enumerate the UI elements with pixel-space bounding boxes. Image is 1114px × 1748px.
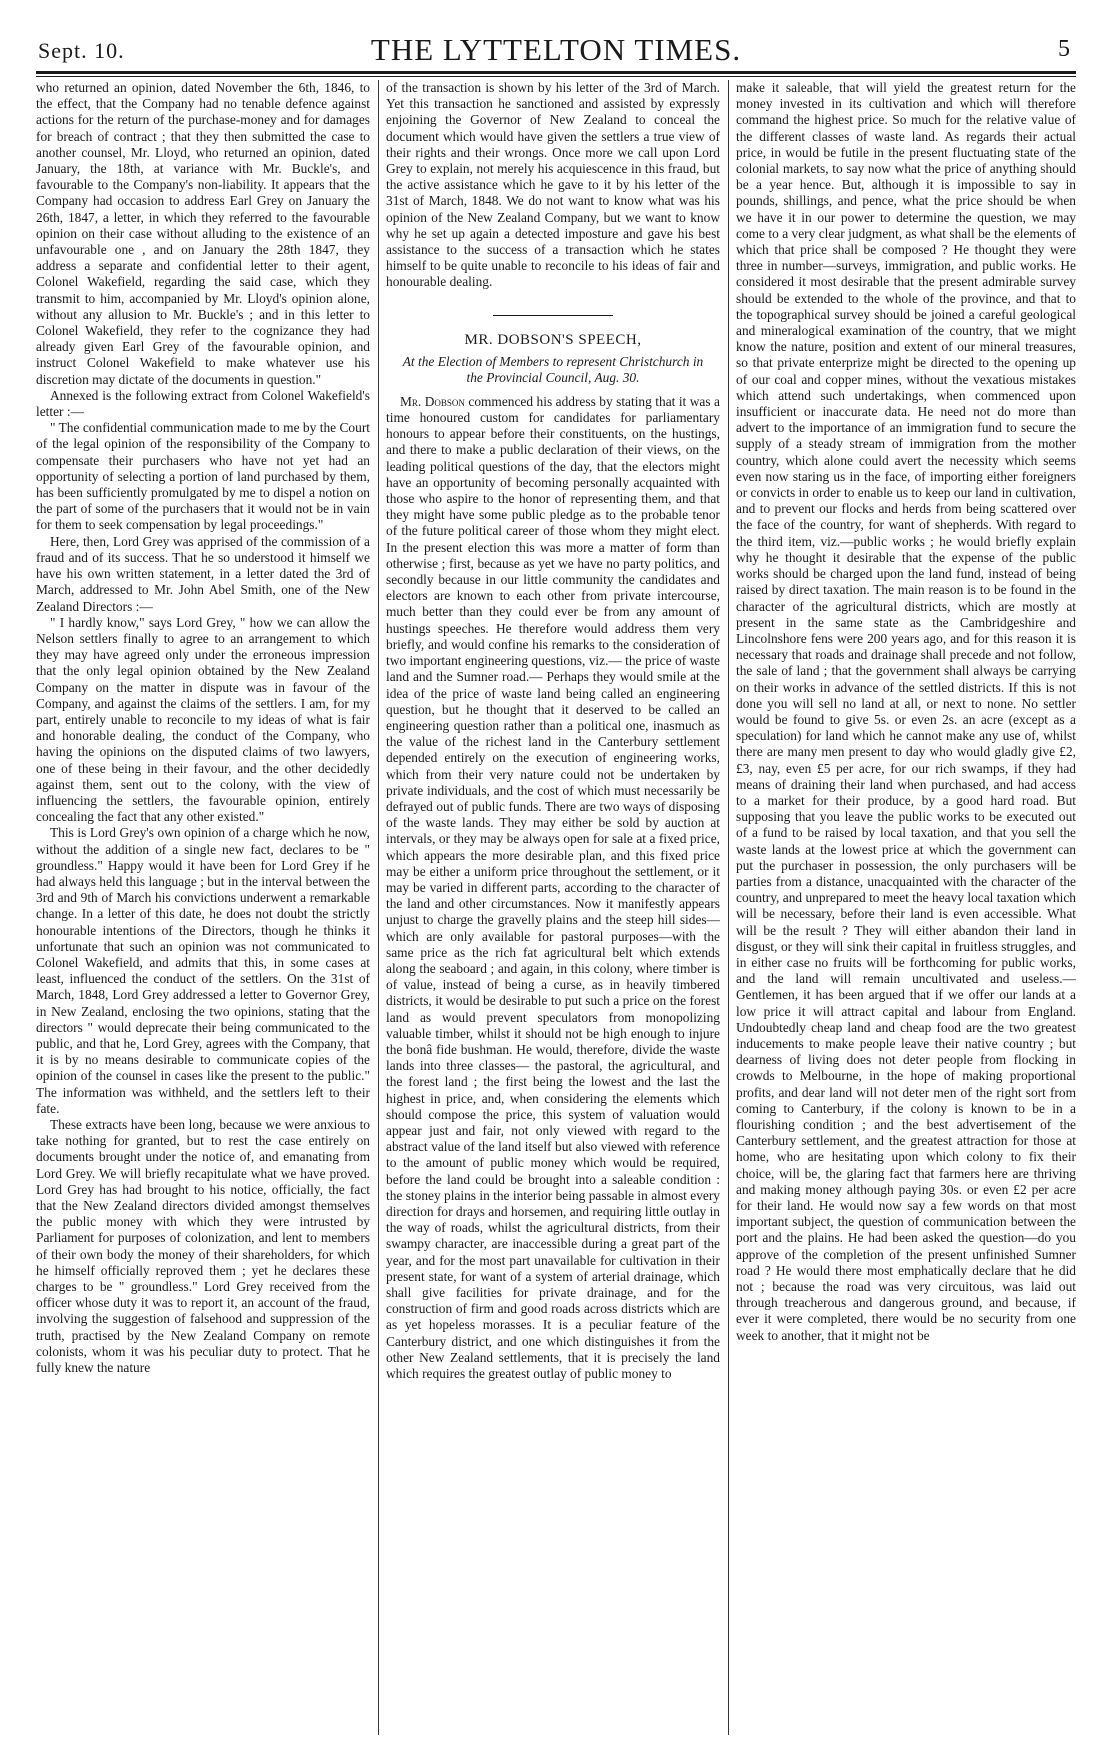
speech-heading: MR. DOBSON'S SPEECH, bbox=[464, 331, 642, 348]
masthead-rule-thick bbox=[36, 71, 1076, 74]
column-2 bbox=[386, 80, 720, 1735]
speech-subheading: At the Election of Members to represent Christchurch in the Provincial Council, Aug. 30. bbox=[402, 353, 704, 385]
speech-lead: Mr. Dobson bbox=[400, 393, 465, 409]
column-divider-1 bbox=[378, 80, 379, 1735]
paragraph: " The confidential communication made to me by the Court of the legal opinion of the responsibility of the Company to compensate their purchasers who have not yet had an opportunity of selecting a portion of land purchased by them, has been sufficiently promulgated by me to dispel a notion on the part of some of the purchasers that it would not be in vain for them to seek compensation by legal proceedings." bbox=[36, 420, 370, 533]
paragraph: Annexed is the following extract from Colonel Wakefield's letter :— bbox=[36, 387, 370, 420]
paragraph: These extracts have been long, because we were anxious to take nothing for granted, but to rest the case entirely on documents brought under the notice of, and emanating from Lord Grey. We will briefly recapitulate what we have proved. Lord Grey has had brought to his notice, officially, the fact that the New Zealand directors divided amongst themselves the public money with which they were intrusted by Parliament for purposes of colonization, and lent to members of their own body the money of their shareholders, for which he himself officially reproved them ; yet he declares these charges to be " groundless." Lord Grey received from the officer whose duty it was to report it, an account of the fraud, involving the suggestion of falsehood and suppression of the truth, practised by the New Zealand Company on remote colonists, whom it was his peculiar duty to protect. That he fully knew the nature bbox=[36, 1117, 370, 1376]
paragraph: of the transaction is shown by his letter of the 3rd of March. Yet this transaction he sanctioned and assisted by expressly enjoining the Governor of New Zealand to conceal the document which would have given the settlers a true view of their rights and their wrongs. Once more we call upon Lord Grey to explain, not merely his acquiescence in this fraud, but the active assistance which he gave to it by his letter of the 31st of March, 1848. We do not want to know what was his opinion of the New Zealand Company, but we want to know why he set up again a detected imposture and gave his best assistance to the success of a transaction which he states himself to be quite unable to reconcile to his ideas of fair and honourable dealing. bbox=[386, 80, 720, 290]
section-divider bbox=[493, 315, 613, 316]
paragraph: who returned an opinion, dated November the 6th, 1846, to the effect, that the Company had no tenable defence against actions for the return of the purchase-money and for damages for breach of contract ; that they then submitted the case to another counsel, Mr. Lloyd, who returned an opinion, dated January, the 18th, at variance with Mr. Buckle's, and favourable to the Company's non-liability. It appears that the Company had occasion to address Earl Grey on January the 26th, 1847, a letter, in which they referred to the favourable opinion on their case without alluding to the existence of an unfavourable one , and on January the 28th 1847, they address a separate and confidential letter to their agent, Colonel Wakefield, regarding the said case, which they transmit to him, accompanied by Mr. Lloyd's opinion alone, without any allusion to Mr. Buckle's ; and in this letter to Colonel Wakefield, they refer to the cognizance they had already given Earl Grey of the favourable opinion, and instruct Colonel Wakefield to make whatever use his discretion may dictate of the documents in question." bbox=[36, 80, 370, 387]
masthead bbox=[36, 30, 1076, 70]
paragraph: Here, then, Lord Grey was apprised of the commission of a fraud and of its success. That he so understood it himself we have his own written statement, in a letter dated the 3rd of March, addressed to Mr. John Abel Smith, one of the New Zealand Directors :— bbox=[36, 533, 370, 614]
column-1 bbox=[36, 80, 370, 1735]
masthead-rule-thin bbox=[36, 76, 1076, 77]
newspaper-title: THE LYTTELTON TIMES. bbox=[370, 32, 742, 67]
paragraph: This is Lord Grey's own opinion of a charge which he now, without the addition of a single new fact, declares to be " groundless." Happy would it have been for Lord Grey if he had always held this language ; but in the interval between the 3rd and 9th of March his convictions underwent a remarkable change. In a letter of this date, he does not doubt the strictly honourable intentions of the Directors, though he thinks it unfortunate that such an opinion was not communicated to Colonel Wakefield, and admits that this, in some cases at least, influenced the conduct of the settlers. On the 31st of March, 1848, Lord Grey addressed a letter to Governor Grey, in New Zealand, enclosing the two opinions, stating that the directors " would deprecate their being communicated to the public, and that he, Lord Grey, agrees with the Company, that it is by no means desirable to communicate copies of the opinion of the counsel in cases like the present to the public." The information was withheld, and the settlers left to their fate. bbox=[36, 825, 370, 1116]
issue-date: Sept. 10. bbox=[38, 38, 125, 63]
speech-paragraph bbox=[386, 394, 720, 1382]
page-number: 5 bbox=[1058, 36, 1070, 62]
column-divider-2 bbox=[728, 80, 729, 1735]
column-3 bbox=[736, 80, 1076, 1735]
paragraph: make it saleable, that will yield the greatest return for the money invested in its cultivation and which will therefore command the highest price. So much for the relative value of the different classes of waste land. As regards their actual price, in would be futile in the present fluctuating state of the colonial markets, to say now what the price of anything should be a year hence. But, although it is impossible to say in pounds, shillings, and pence, what the price should be when we have it in our power to determine the question, we may come to a very clear judgment, as what shall be the elements of which that price shall be composed ? He thought they were three in number—surveys, immigration, and public works. He considered it most desirable that the present admirable survey should be extended to the whole of the province, and that to the topographical survey should be joined a careful geological and mineralogical examination of the country, that we might know the nature, position and extent of our mineral treasures, so that private enterprize might be directed to the opening up of our coal and copper mines, without the vexatious mistakes which attend such undertakings, when commenced upon insufficient or inaccurate data. He need not do more than advert to the importance of an immigration fund to secure the supply of a steady stream of immigration from the mother country, which alone could avert the necessity which seems even now staring us in the face, of importing either foreigners or convicts in order to enable us to keep our land in cultivation, and to prevent our flocks and herds from being scattered over the face of the country, for want of shepherds. With regard to the third item, viz.—public works ; he would briefly explain why he thought it desirable that the expense of the public works should be charged upon the land fund, instead of being raised by direct taxation. The main reason is to be found in the character of the agricultural districts, which are mostly at present in the same state as the Cambridgeshire and Lincolnshore fens were 200 years ago, and for this reason it is necessary that roads and drainage shall precede and not follow, the sale of land ; that the government shall always be carrying on their works in advance of the settled districts. If this is not done you will sell no land at all, or next to none. No settler would be found to give 5s. or even 2s. an acre (except as a speculation) for land which he cannot make any use of, whilst there are many men present to day who would gladly give £2, £3, nay, even £5 per acre, for our rich swamps, if they had means of draining their land when purchased, and had access to a market for their produce, by a good hard road. But supposing that you leave the public works to be executed out of a fund to be raised by local taxation, and that you sell the waste lands at the lowest price at which the government can put the purchaser in possession, the only purchasers will be parties from a distance, unacquainted with the character of the country, and unprepared to meet the heavy local taxation which will be necessary, before their land is even accessible. What will be the result ? They will either abandon their land in disgust, or they will sink their capital in fruitless struggles, and in either case no fruits will be forthcoming for public works, and the land will remain uncultivated and useless.— Gentlemen, it has been argued that if we offer our lands at a low price it will attract capital and labour from England. Undoubtedly cheap land and cheap food are the two greatest inducements to make people leave their native country ; but dearness of living does not deter people from flocking in crowds to Melbourne, in the hope of making proportional profits, and dear land will not deter men of the right sort from coming to Canterbury, if the colony is known to be in a flourishing condition ; and the best advertisement of the Canterbury settlement, and the greatest attraction for those at home, who are hesitating upon which colony to fix their choice, will be, the glaring fact that farmers here are thriving and making money although paying 30s. or even £2 per acre for their land. He would now say a few words on that most important subject, the question of communication between the port and the plains. He had been asked the question—do you approve of the completion of the present unfinished Sumner road ? He would there most emphatically declare that he did not ; because the road was very circuitous, was laid out through treacherous and dangerous ground, and because, if ever it were completed, there would be no security from one week to another, that it might not be bbox=[736, 80, 1076, 1343]
speech-body: commenced his address by stating that it was a time honoured custom for candidates for parliamentary honours to appear before their constituents, on the hustings, and there to make a public declaration of their views, on the leading political questions of the day, that the electors might have an opportunity of becoming personally acquainted with those who aspire to the honor of representing them, and that they might have some public pledge as to the probable tenor of the future political career of those whom they might elect. In the present election this was more a matter of form than otherwise ; first, because as yet we have no party politics, and secondly because in our little community the candidates and electors are known to each other from private intercourse, much better than they could ever be from any amount of hustings speeches. He therefore would address them very briefly, and would confine his remarks to the consideration of two important engineering questions, viz.— the price of waste land and the Sumner road.— Perhaps they would smile at the idea of the price of waste land being called an engineering question, but he thought that it deserved to be called an engineering question rather than a political one, inasmuch as the value of the richest land in the Canterbury settlement depended entirely on the execution of engineering works, which from their very nature could not be undertaken by private individuals, and the cost of which must necessarily be defrayed out of public funds. There are two ways of disposing of the waste lands. They may either be sold by auction at intervals, or they may be always open for sale at a fixed price, which appears the more desirable plan, and this fixed price may be either a uniform price throughout the settlement, or it may be varied in different parts, according to the character of the land and other circumstances. Now it manifestly appears unjust to charge the gravelly plains and the steep hill sides—which are only available for pastoral purposes—with the same price as the rich fat agricultural belt which extends along the seaboard ; and again, in this colony, where timber is of value, instead of being a curse, as in heavily timbered districts, it would be desirable to put such a price on the forest land as would prevent speculators from monopolizing valuable timber, whilst it should not be high enough to injure the bonâ fide bushman. He would, therefore, divide the waste lands into three classes— the pastoral, the agricultural, and the forest land ; the first being the lowest and the last the highest in price, and, when considering the elements which should compose the price, this system of valuation would appear just and fair, not only viewed with regard to the abstract value of the land itself but also viewed with reference to the amount of public money which would be required, before the land could be brought into a saleable condition : the stoney plains in the interior being passable in almost every direction for drays and horsemen, and requiring little outlay in the way of roads, whilst the agricultural districts, from their swampy character, are inaccessible during a great part of the year, and for the most part unavailable for cultivation in their present state, for want of a system of arterial drainage, which shall give facilities for private drainage, and for the construction of firm and good roads across districts which are as yet hopeless morasses. It is a peculiar feature of the Canterbury district, and one which distinguishes it from the other New Zealand settlements, that it is precisely the land which requires the greatest outlay of public money to bbox=[386, 393, 720, 1382]
paragraph: " I hardly know," says Lord Grey, " how we can allow the Nelson settlers finally to agree to an arrangement to which they may have agreed only under the erroneous impression that the only legal opinion obtained by the New Zealand Company on the matter in dispute was in favour of the Company, and against the claims of the settlers. I am, for my part, entirely unable to reconcile to my ideas of what is fair and honorable dealing, the conduct of the Company, who having the opinions on the disputed claims of two lawyers, one of these being in their favour, and the other decidedly against them, sent out to the colony, with the view of influencing the settlers, the favourable opinion, entirely concealing the fact that any other existed." bbox=[36, 614, 370, 825]
